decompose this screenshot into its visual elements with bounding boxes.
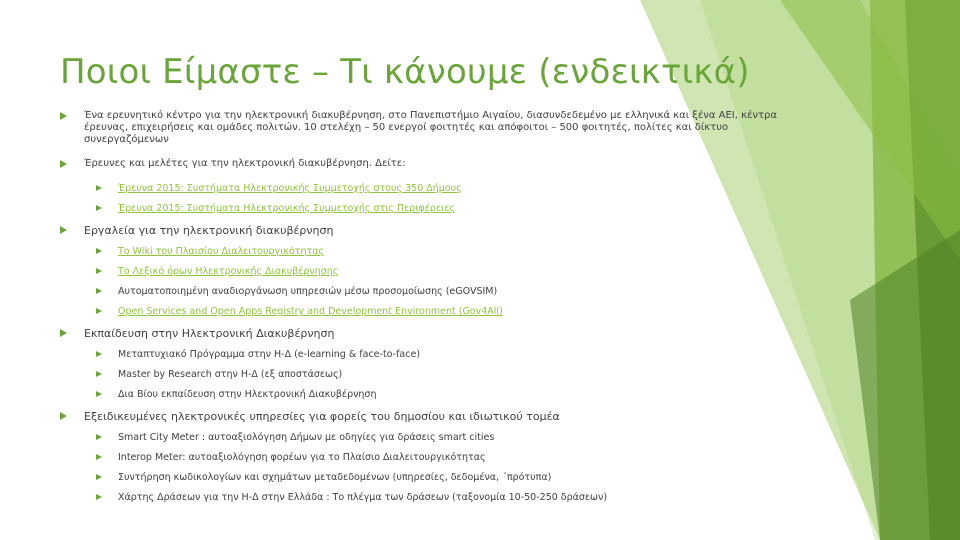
bullet-tools	[60, 224, 800, 237]
survey-municipalities-link[interactable]: Έρευνα 2015: Συστήματα Ηλεκτρονικής Συμμετοχής στους 350 Δήμους	[118, 183, 462, 194]
arrow-bullet-icon	[96, 248, 102, 254]
arrow-bullet-icon	[96, 268, 102, 274]
sub-bullet	[60, 286, 800, 298]
sub-bullet-text: Smart City Meter : αυτοαξιολόγηση Δήμων με οδηγίες για δράσεις smart cities	[118, 432, 495, 443]
arrow-bullet-icon	[60, 226, 67, 234]
sub-bullet	[60, 492, 800, 504]
sub-bullet	[60, 369, 800, 381]
arrow-bullet-icon	[96, 371, 102, 377]
sub-bullet	[60, 203, 800, 215]
sub-bullet-text: Master by Research στην Η-Δ (εξ αποστάσεως)	[118, 369, 343, 380]
sub-bullet	[60, 349, 800, 361]
arrow-bullet-icon	[96, 454, 102, 460]
bullet-education	[60, 327, 800, 340]
arrow-bullet-icon	[60, 112, 67, 120]
sub-bullet	[60, 266, 800, 278]
sub-bullet	[60, 472, 800, 484]
arrow-bullet-icon	[96, 308, 102, 314]
bullet-text: Εκπαίδευση στην Ηλεκτρονική Διακυβέρνηση	[84, 327, 335, 340]
arrow-bullet-icon	[60, 412, 67, 420]
bullet-studies	[60, 158, 800, 170]
arrow-bullet-icon	[60, 160, 67, 168]
sub-bullet-text: Αυτοματοποιημένη αναδιοργάνωση υπηρεσιών μέσω προσομοίωσης (eGOVSIM)	[118, 286, 498, 297]
arrow-bullet-icon	[96, 474, 102, 480]
sub-bullet-text: Δια Βίου εκπαίδευση στην Ηλεκτρονική Διακυβέρνηση	[118, 389, 377, 400]
sub-bullet	[60, 183, 800, 195]
sub-bullet	[60, 306, 800, 318]
arrow-bullet-icon	[96, 185, 102, 191]
sub-bullet	[60, 389, 800, 401]
arrow-bullet-icon	[96, 288, 102, 294]
sub-bullet	[60, 246, 800, 258]
arrow-bullet-icon	[96, 205, 102, 211]
sub-bullet-text: Interop Meter: αυτοαξιολόγηση φορέων για το Πλαίσιο Διαλειτουργικότητας	[118, 452, 486, 463]
sub-bullet-text: Συντήρηση κωδικολογίων και σχημάτων μεταδεδομένων (υπηρεσίες, δεδομένα, ΄πρότυπα)	[118, 472, 552, 483]
arrow-bullet-icon	[96, 391, 102, 397]
bullet-text: Εργαλεία για την ηλεκτρονική διακυβέρνηση	[84, 224, 334, 237]
interop-wiki-link[interactable]: Το Wiki του Πλαισίου Διαλειτουργικότητας	[118, 246, 325, 257]
arrow-bullet-icon	[96, 351, 102, 357]
sub-bullet-text: Χάρτης Δράσεων για την Η-Δ στην Ελλάδα : Το πλέγμα των δράσεων (ταξονομία 10-50-250 δράσεων)	[118, 492, 608, 503]
bullet-text: Εξειδικευμένες ηλεκτρονικές υπηρεσίες για φορείς του δημοσίου και ιδιωτικού τομέα	[84, 410, 560, 423]
arrow-bullet-icon	[96, 494, 102, 500]
arrow-bullet-icon	[60, 329, 67, 337]
bullet-research-center	[60, 110, 800, 146]
sub-bullet	[60, 432, 800, 444]
bullet-text: Έρευνες και μελέτες για την ηλεκτρονική διακυβέρνηση. Δείτε:	[84, 158, 406, 169]
bullet-services	[60, 410, 800, 423]
survey-regions-link[interactable]: Έρευνα 2015: Συστήματα Ηλεκτρονικής Συμμετοχής στις Περιφέρειες	[118, 203, 456, 214]
bullet-text: Ένα ερευνητικό κέντρο για την ηλεκτρονική διακυβέρνηση, στο Πανεπιστήμιο Αιγαίου, διασυνδεδεμένο με ελληνικά και ξένα ΑΕΙ, κέντρα έρευνας, επιχειρήσεις και ομάδες πολιτών. 10 στελέχη – 50 ενεργοί φοιτητές και απόφοιτοι – 500 φοιτητές, πολίτες και δίκτυο συνεργαζόμενων	[84, 110, 777, 145]
sub-bullet-text: Μεταπτυχιακό Πρόγραμμα στην Η-Δ (e-learning & face-to-face)	[118, 349, 421, 360]
gov4all-link[interactable]: Open Services and Open Apps Registry and Development Environment (Gov4All)	[118, 306, 503, 317]
egov-glossary-link[interactable]: Το Λεξικό όρων Ηλεκτρονικής Διακυβέρνησης	[118, 266, 339, 277]
arrow-bullet-icon	[96, 434, 102, 440]
bullet-list	[60, 110, 800, 504]
slide-title: Ποιοι Είμαστε – Τι κάνουμε (ενδεικτικά)	[60, 52, 750, 92]
sub-bullet	[60, 452, 800, 464]
